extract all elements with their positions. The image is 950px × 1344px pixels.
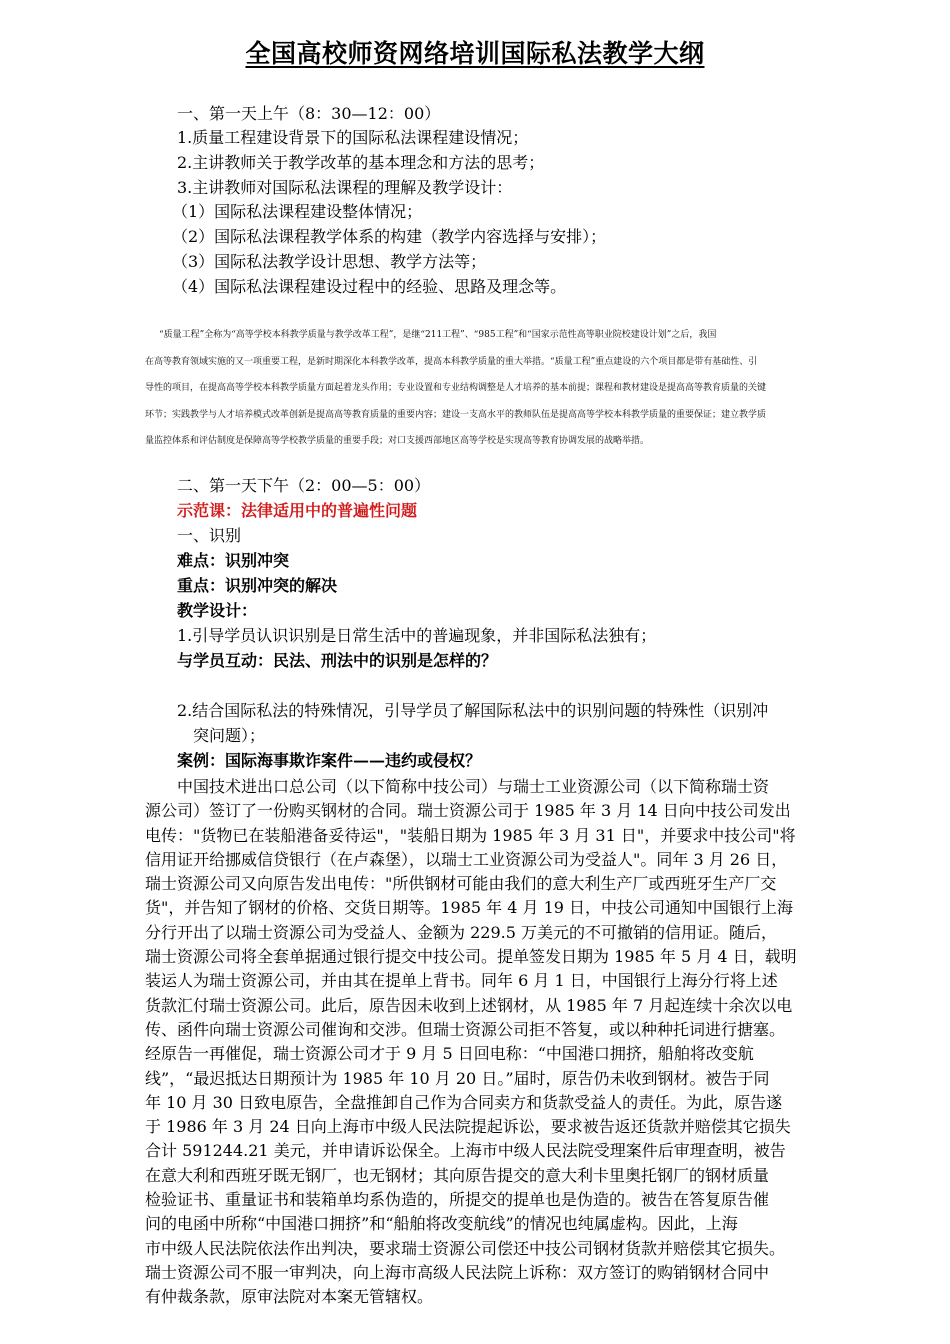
case-title: 案例：国际海事欺诈案件——违约或侵权？ [177,751,482,770]
case-line: 经原告一再催促，瑞士资源公司才于 9 月 5 日回电称：“中国港口拥挤，船舶将改变航 [145,1044,754,1064]
subsection-identification: 一、识别 [177,526,242,545]
section1-item-3: 3.主讲教师对国际私法课程的理解及教学设计： [177,178,513,197]
case-line: 线”，“最迟抵达日期预计为 1985 年 10 月 20 日。”届时，原告仍未收到钢材。被告于同 [145,1068,770,1088]
case-line: 瑞士资源公司又向原告发出电传："所供钢材可能由我们的意大利生产厂或西班牙生产厂交 [145,874,777,894]
quality-project-note [145,322,815,455]
case-line: 年 10 月 30 日致电原告，全盘推卸自己作为合同卖方和货款受益人的责任。为此，原告遂 [145,1092,783,1112]
difficulty-label: 难点：识别冲突 [177,551,290,570]
interaction-prompt: 与学员互动：民法、刑法中的识别是怎样的？ [177,651,498,670]
section1-heading: 一、第一天上午（8：30—12：00） [177,104,441,123]
demo-lesson-title: 示范课：法律适用中的普遍性问题 [177,501,418,520]
case-line: 源公司）签订了一份购买钢材的合同。瑞士资源公司于 1985 年 3 月 14 日向中技公司发出 [145,801,791,821]
section2-heading: 二、第一天下午（2：00—5：00） [177,476,431,495]
note-line: “质量工程”全称为“高等学校本科教学质量与教学改革工程”，是继“211工程”、“985工程”和“国家示范性高等职业院校建设计划”之后，我国 [159,330,717,340]
section1-item-1: 1.质量工程建设背景下的国际私法课程建设情况； [177,128,529,147]
case-line: 装运人为瑞士资源公司，并由其在提单上背书。同年 6 月 1 日，中国银行上海分行将上述 [145,971,778,991]
note-line: 量监控体系和评估制度是保障高等学校教学质量的重要手段；对口支援西部地区高等学校是实现高等教育协调发展的战略举措。 [145,436,650,446]
case-line: 瑞士资源公司不服一审判决，向上海市高级人民法院上诉称：双方签订的购销钢材合同中 [145,1262,770,1282]
case-line: 中国技术进出口总公司（以下简称中技公司）与瑞士工业资源公司（以下简称瑞士资 [145,777,770,796]
case-body [145,775,825,1310]
case-line: 瑞士资源公司将全套单据通过银行提交中技公司。提单签发日期为 1985 年 5 月 4 日，载明 [145,947,797,967]
design-point-1: 1.引导学员认识识别是日常生活中的普遍现象，并非国际私法独有； [177,626,657,645]
case-line: 分行开出了以瑞士资源公司为受益人、金额为 229.5 万美元的不可撤销的信用证。随后， [145,922,777,942]
focus-label: 重点：识别冲突的解决 [177,576,338,595]
section1-item-2: 2.主讲教师关于教学改革的基本理念和方法的思考； [177,153,545,172]
case-line: 信用证开给挪威信贷银行（在卢森堡），以瑞士工业资源公司为受益人"。同年 3 月 26 日， [145,849,788,869]
case-line: 市中级人民法院依法作出判决，要求瑞士资源公司偿还中技公司钢材货款并赔偿其它损失。 [145,1238,786,1258]
case-line: 于 1986 年 3 月 24 日向上海市中级人民法院提起诉讼，要求被告返还货款并赔偿其它损失 [145,1117,791,1137]
section1-subitem-4: （4）国际私法课程建设过程中的经验、思路及理念等。 [172,277,567,296]
case-line: 传、函件向瑞士资源公司催询和交涉。但瑞士资源公司拒不答复，或以种种托词进行搪塞。 [145,1019,786,1039]
note-line: 导性的项目，在提高高等学校本科教学质量方面起着龙头作用；专业设置和专业结构调整是人才培养的基本前提；课程和教材建设是提高高等教育质量的关键 [145,383,767,393]
case-line: 货"，并告知了钢材的价格、交货日期等。1985 年 4 月 19 日，中技公司通知中国银行上海 [145,898,794,918]
case-line: 问的电函中所称“中国港口拥挤”和“船舶将改变航线”的情况也纯属虚构。因此，上海 [145,1214,738,1234]
case-line: 检验证书、重量证书和装箱单均系伪造的，所提交的提单也是伪造的。被告在答复原告催 [145,1190,770,1210]
design-point-2: 2.结合国际私法的特殊情况，引导学员了解国际私法中的识别问题的特殊性（识别冲 [177,701,769,720]
note-line: 在高等教育领域实施的又一项重要工程，是新时期深化本科教学改革，提高本科教学质量的重大举措。“质量工程”重点建设的六个项目都是带有基础性、引 [145,356,758,367]
document-title: 全国高校师资网络培训国际私法教学大纲 [245,39,705,68]
note-line: 环节；实践教学与人才培养模式改革创新是提高高等教育质量的重要内容；建设一支高水平的教师队伍是提高高等学校本科教学质量的重要保证；建立教学质 [145,409,767,420]
section1-subitem-3: （3）国际私法教学设计思想、教学方法等； [172,252,487,271]
section1-subitem-1: （1）国际私法课程建设整体情况； [172,202,423,221]
case-line: 电传："货物已在装船港备妥待运"，"装船日期为 1985 年 3 月 31 日"，并要求中技公司"将 [145,825,796,845]
case-line: 有仲裁条款，原审法院对本案无管辖权。 [145,1287,434,1307]
teaching-design-label: 教学设计： [177,601,258,620]
case-line: 合计 591244.21 美元，并申请诉讼保全。上海市中级人民法院受理案件后审理查明，被告 [145,1141,786,1161]
design-point-2-continued: 突问题）； [193,726,266,745]
case-line: 在意大利和西班牙既无钢厂，也无钢材；其向原告提交的意大利卡里奥托钢厂的钢材质量 [145,1165,770,1185]
case-line: 货款汇付瑞士资源公司。此后，原告因未收到上述钢材，从 1985 年 7 月起连续十余次以电 [145,995,793,1015]
section1-subitem-2: （2）国际私法课程教学体系的构建（教学内容选择与安排）； [172,227,607,246]
